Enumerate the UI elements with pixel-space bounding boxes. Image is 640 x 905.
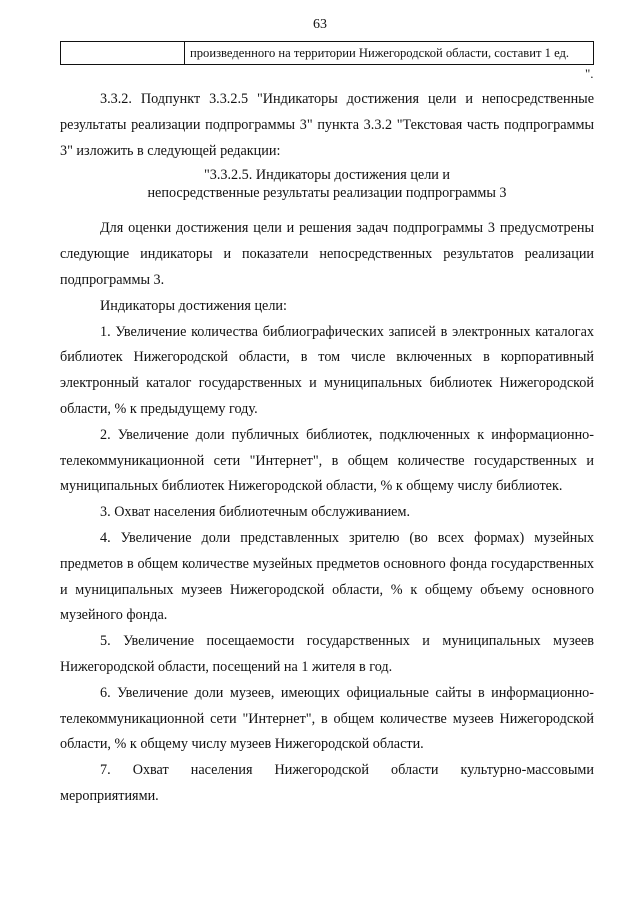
indicator-item-1: 1. Увеличение количества библиографических записей в электронных каталогах библиотек Нижегородской области, в том числе включенных в корпоративный электронный каталог государственных и муниципальных библиотек Нижегородской области, % к предыдущему году. xyxy=(60,323,594,417)
indicator-item-4: 4. Увеличение доли представленных зрителю (во всех формах) музейных предметов в общем количестве музейных предметов основного фонда государственных и муниципальных музеев Нижегородской области, % к общему объему основного музейного фонда. xyxy=(60,529,594,624)
section-heading xyxy=(60,166,594,202)
table-cell-left xyxy=(61,42,185,65)
indicator-item-5: 5. Увеличение посещаемости государственных и муниципальных музеев Нижегородской области, посещений на 1 жителя в год. xyxy=(60,633,594,675)
indicator-item-7: 7. Охват населения Нижегородской области культурно-массовыми мероприятиями. xyxy=(60,762,594,804)
indicator-item-3: 3. Охват населения библиотечным обслуживанием. xyxy=(100,504,410,521)
indicator-item-2: 2. Увеличение доли публичных библиотек, подключенных к информационно-телекоммуникационной сети "Интернет", в общем количестве государственных и муниципальных библиотек Нижегородской области, % к общему числу библиотек. xyxy=(60,426,594,495)
intro-paragraph: 3.3.2. Подпункт 3.3.2.5 "Индикаторы достижения цели и непосредственные результаты реализации подпрограммы 3" пункта 3.3.2 "Текстовая часть подпрограммы 3" изложить в следующей редакции: xyxy=(60,91,594,159)
indicators-title: Индикаторы достижения цели: xyxy=(100,297,287,314)
closing-quote: ". xyxy=(585,66,594,81)
section-heading-line-1: "3.3.2.5. Индикаторы достижения цели и xyxy=(203,167,451,184)
indicator-item-6: 6. Увеличение доли музеев, имеющих официальные сайты в информационно-телекоммуникационной сети "Интернет", в общем количестве музеев Нижегородской области, % к общему числу музеев Нижегородской области. xyxy=(60,684,594,753)
continuation-table xyxy=(60,41,594,65)
section-heading-line-2: непосредственные результаты реализации подпрограммы 3 xyxy=(147,185,507,202)
page-number: 63 xyxy=(313,17,327,32)
document-body xyxy=(60,87,594,810)
lead-paragraph: Для оценки достижения цели и решения задач подпрограммы 3 предусмотрены следующие индикаторы и показатели непосредственных результатов реализации подпрограммы 3. xyxy=(60,220,594,288)
table-row xyxy=(61,42,594,65)
table-cell-right: произведенного на территории Нижегородской области, составит 1 ед. xyxy=(185,42,594,65)
